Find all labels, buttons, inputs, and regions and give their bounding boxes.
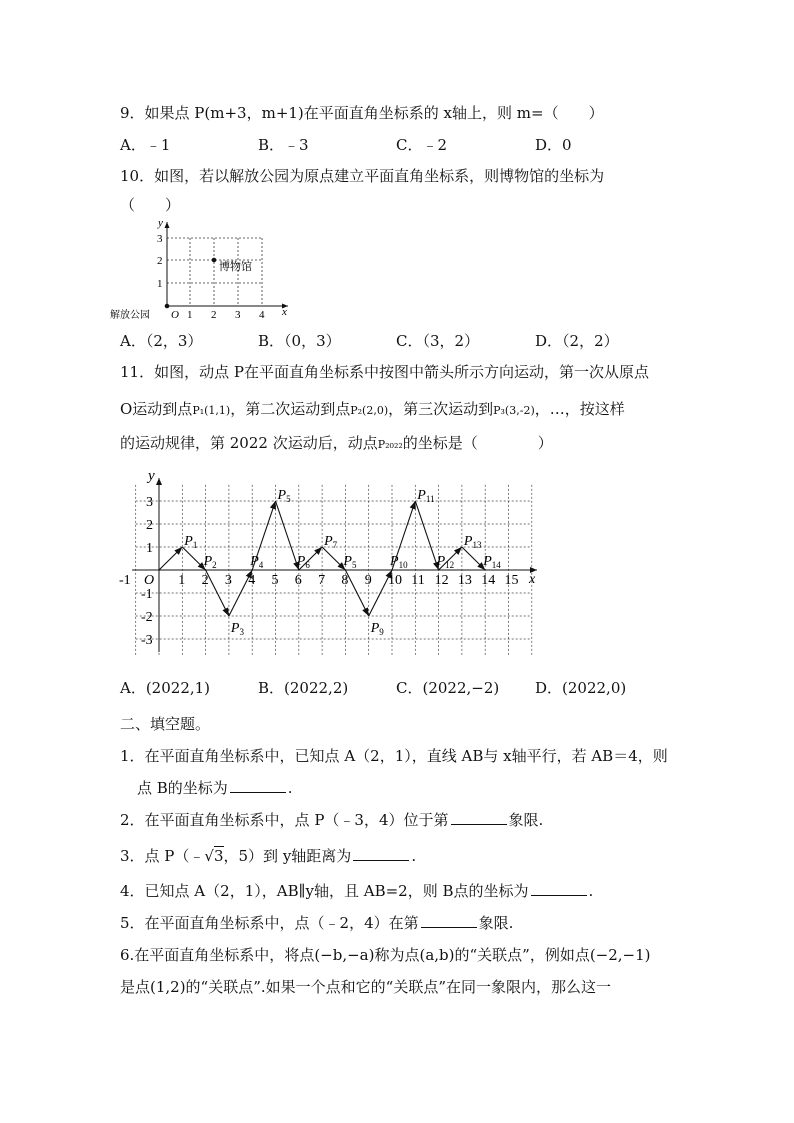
point-label-sub: 3 <box>239 627 244 637</box>
q11-text: O运动到点 <box>120 400 193 418</box>
q11-p3: P₃(3,-2) <box>493 404 535 417</box>
q11-option-a: A．(2022,1) <box>120 679 211 697</box>
fill5-blank[interactable] <box>421 913 477 928</box>
fill2-tail: 象限. <box>508 811 544 829</box>
point-label: $P_2$ <box>203 554 217 570</box>
fill1-dot: . <box>287 779 293 797</box>
q9-option-b: B．﹣3 <box>258 136 309 154</box>
arrow-head <box>222 607 228 616</box>
point-label: $P_{14}$ <box>483 554 501 570</box>
y-tick-label: -3 <box>141 633 153 648</box>
fill4-dot: . <box>588 882 594 900</box>
x-tick-label: 3 <box>224 573 232 588</box>
point-label: $P_{10}$ <box>390 554 408 570</box>
x-tick-label: 10 <box>388 573 402 588</box>
path-segment <box>276 501 299 570</box>
point-label: $P_4$ <box>250 554 264 570</box>
q10-x-tick: 3 <box>235 309 241 321</box>
x-tick-label: 14 <box>481 573 496 588</box>
fill3-dot: . <box>411 847 417 865</box>
point-label: $P_7$ <box>324 534 338 550</box>
point-label-sub: 2 <box>212 560 217 570</box>
q11-option-d: D．(2022,0) <box>535 679 627 697</box>
q10-y-tick: 2 <box>157 255 163 267</box>
q11-option-c: C．(2022,−2) <box>396 679 500 697</box>
q11-x-label: x <box>529 572 536 587</box>
y-tick-label: 2 <box>146 518 153 533</box>
point-label-sub: 10 <box>398 560 408 570</box>
q10-x-tick: 4 <box>259 309 265 321</box>
x-tick-label: 1 <box>178 573 186 588</box>
fill6-line1: 6.在平面直角坐标系中，将点(−b,−a)称为点(a,b)的“关联点”，例如点(−2,−1) <box>120 946 651 964</box>
q10-figure <box>110 212 300 322</box>
point-label: $P_{11}$ <box>417 488 435 504</box>
q11-p2022: P₂₀₂₂ <box>377 438 403 451</box>
fill4-text: 4．已知点 A（2，1），AB∥y轴，且 AB=2，则 B点的坐标为 <box>120 882 529 900</box>
fill1-blank[interactable] <box>230 778 286 793</box>
q9-option-a: A．﹣1 <box>120 136 171 154</box>
point-label: $P_6$ <box>296 554 310 570</box>
x-tick-label: 15 <box>504 573 519 588</box>
fill1-line2 <box>137 778 293 798</box>
point-label: $P_{13}$ <box>463 534 482 550</box>
fill4-blank[interactable] <box>531 881 587 896</box>
q10-y-label: y <box>158 217 163 229</box>
arrow-head <box>410 501 416 510</box>
q11-p1: P₁(1,1) <box>192 404 231 417</box>
x-tick-label: 13 <box>457 573 472 588</box>
point-label: $P_3$ <box>230 621 244 637</box>
point-label: $P_{12}$ <box>436 554 455 570</box>
q11-text: ，第三次运动到 <box>388 400 494 418</box>
q11-line2 <box>120 399 625 421</box>
point-label-sub: 5 <box>351 560 357 570</box>
q11-text: 的运动规律，第 2022 次运动后，动点 <box>120 434 378 452</box>
x-tick-label: 8 <box>341 573 349 588</box>
q10-point-name: 博物馆 <box>219 261 252 273</box>
fill2-blank[interactable] <box>451 810 507 825</box>
x-tick-label: 12 <box>434 573 449 588</box>
q9-option-c: C．﹣2 <box>396 136 448 154</box>
fill3-blank[interactable] <box>353 846 409 861</box>
y-tick-label: -1 <box>141 587 153 602</box>
fill5-tail: 象限. <box>478 914 514 932</box>
point-label-sub: 11 <box>425 494 435 504</box>
point-label: $P_5$ <box>277 488 291 504</box>
q10-y-tick: 1 <box>157 278 163 290</box>
arrow-head <box>270 501 276 510</box>
q9-option-d: D．0 <box>535 136 572 154</box>
point-label-sub: 5 <box>286 494 291 504</box>
q9-stem: 9．如果点 P(m+3，m+1)在平面直角坐标系的 x轴上，则 m=（ ） <box>120 104 604 122</box>
point-label-sub: 7 <box>332 540 338 550</box>
q11-figure <box>112 468 552 668</box>
q10-x-tick: 1 <box>187 309 193 321</box>
q11-y-label: y <box>148 468 155 484</box>
q11-neg-x-tick: -1 <box>119 573 131 588</box>
x-tick-label: 11 <box>411 573 425 588</box>
q10-paren: （ ） <box>120 196 181 214</box>
point-label-sub: 12 <box>445 560 455 570</box>
q11-text: ，第二次运动到点 <box>230 400 351 418</box>
point-label: $P_5$ <box>343 554 357 570</box>
y-tick-label: 1 <box>146 541 153 556</box>
x-tick-label: 9 <box>364 573 372 588</box>
q10-y-tick: 3 <box>157 233 163 245</box>
fill5 <box>120 913 513 933</box>
fill3-text: 3．点 P（﹣ <box>120 847 205 865</box>
fill2-text: 2．在平面直角坐标系中，点 P（﹣3，4）位于第 <box>120 811 449 829</box>
fill1-line1: 1．在平面直角坐标系中，已知点 A（2，1），直线 AB与 x轴平行，若 AB＝4，则 <box>120 747 668 765</box>
arrow-head <box>362 607 368 616</box>
point-label-sub: 9 <box>379 627 384 637</box>
point-label-sub: 13 <box>472 540 482 550</box>
q11-line3 <box>120 433 553 455</box>
point-label-sub: 4 <box>258 560 264 570</box>
path-segment <box>415 501 438 570</box>
q10-option-c: C．（3，2） <box>396 332 480 350</box>
point-label: $P_1$ <box>184 534 198 550</box>
fill4 <box>120 881 593 901</box>
fill5-text: 5．在平面直角坐标系中，点（﹣2，4）在第 <box>120 914 419 932</box>
x-tick-label: 6 <box>294 573 302 588</box>
x-tick-label: 4 <box>248 573 256 588</box>
point-label: $P_9$ <box>370 621 384 637</box>
q10-x-tick: 2 <box>211 309 217 321</box>
x-tick-label: 5 <box>271 573 279 588</box>
y-tick-label: 3 <box>146 495 153 510</box>
sqrt-icon: √ <box>204 847 214 865</box>
q10-stem: 10．如图，若以解放公园为原点建立平面直角坐标系，则博物馆的坐标为 <box>120 167 605 185</box>
fill1-text: 点 B的坐标为 <box>137 779 228 797</box>
fill3-text: ，5）到 y轴距离为 <box>223 847 352 865</box>
q10-x-label: x <box>282 306 287 318</box>
q10-origin-label: O <box>171 309 179 321</box>
x-tick-label: 2 <box>201 573 209 588</box>
q10-option-b: B．（0，3） <box>258 332 341 350</box>
point-label-sub: 14 <box>491 560 501 570</box>
q11-option-b: B．(2022,2) <box>258 679 349 697</box>
fill2 <box>120 810 543 830</box>
q11-text: ，…，按这样 <box>534 400 625 418</box>
q10-option-a: A．（2，3） <box>120 332 203 350</box>
q11-text: 的坐标是（ ） <box>402 434 553 452</box>
y-tick-label: -2 <box>141 610 153 625</box>
q10-option-d: D．（2，2） <box>535 332 619 350</box>
q10-origin-name: 解放公园 <box>110 310 150 321</box>
q11-origin-label: O <box>144 573 155 588</box>
fill3 <box>120 846 416 866</box>
section2-title: 二、填空题。 <box>120 715 211 733</box>
fill6-line2: 是点(1,2)的“关联点”.如果一个点和它的“关联点”在同一象限内，那么这一 <box>120 978 612 996</box>
fill3-sqrt-value: 3 <box>213 847 224 865</box>
q11-line1: 11．如图，动点 P在平面直角坐标系中按图中箭头所示方向运动，第一次从原点 <box>120 363 649 381</box>
point-label-sub: 6 <box>305 560 310 570</box>
q11-p2: P₂(2,0) <box>350 404 389 417</box>
x-tick-label: 7 <box>318 573 326 588</box>
point-label-sub: 1 <box>192 540 198 550</box>
